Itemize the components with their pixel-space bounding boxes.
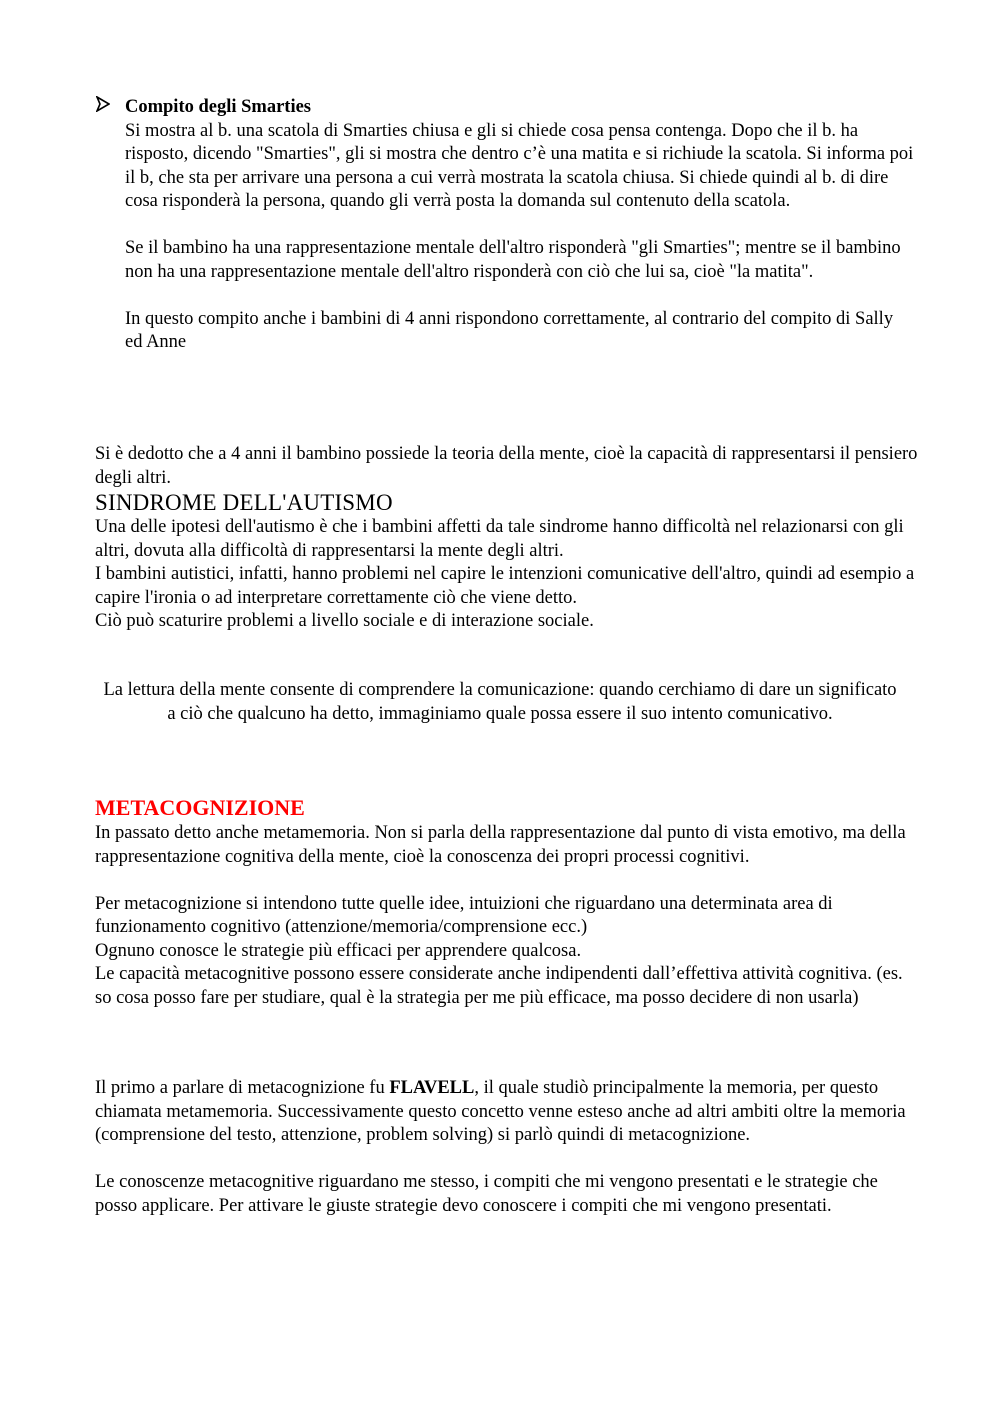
autism-heading: SINDROME DELL'AUTISMO: [95, 490, 393, 515]
flavell-section: [95, 1077, 920, 1218]
smarties-paragraph-3: In questo compito anche i bambini di 4 anni rispondono correttamente, al contrario del compito di Sally ed Anne: [125, 308, 894, 352]
metacognition-paragraph-1: In passato detto anche metamemoria. Non si parla della rappresentazione dal punto di vista emotivo, ma della rappresentazione cognitiva della mente, cioè la conoscenza dei propri processi cognitivi.: [95, 823, 906, 867]
metacognition-paragraph-2: Per metacognizione si intendono tutte quelle idee, intuizioni che riguardano una determinata area di funzionamento cognitivo (attenzione/memoria/comprensione ecc.): [95, 893, 833, 937]
autism-paragraph-2: I bambini autistici, infatti, hanno problemi nel capire le intenzioni comunicative dell'altro, quindi ad esempio a capire l'ironia o ad interpretare correttamente ciò che viene detto.: [95, 564, 915, 608]
flavell-paragraph: [95, 1077, 920, 1148]
smarties-paragraph-2: Se il bambino ha una rappresentazione mentale dell'altro risponderà "gli Smarties"; mentre se il bambino non ha una rappresentazione mentale dell'altro risponderà con ciò che lui sa, cioè "la matita".: [125, 238, 901, 282]
metacognition-paragraph-4: Le capacità metacognitive possono essere considerate anche indipendenti dall’effettiva attività cognitiva. (es. so cosa posso fare per studiare, qual è la strategia per me più efficace, ma posso decidere di non usarla): [95, 964, 903, 1008]
flavell-text-before: Il primo a parlare di metacognizione fu: [95, 1078, 390, 1098]
autism-paragraph-3: Ciò può scaturire problemi a livello sociale e di interazione sociale.: [95, 611, 594, 631]
theory-paragraph: Si è dedotto che a 4 anni il bambino possiede la teoria della mente, cioè la capacità di rappresentarsi il pensiero degli altri.: [95, 444, 918, 488]
metacognitive-knowledge-paragraph: Le conoscenze metacognitive riguardano me stesso, i compiti che mi vengono presentati e le strategie che posso applicare. Per attivare le giuste strategie devo conoscere i compiti che mi vengono presentati.: [95, 1172, 878, 1216]
metacognition-paragraph-3: Ognuno conosce le strategie più efficaci per apprendere qualcosa.: [95, 940, 582, 961]
flavell-text-after: , il quale studiò principalmente la memoria, per questo chiamata metamemoria. Successivamente questo concetto venne esteso anche ad altri ambiti oltre la memoria (comprensione del testo, attenzione, problem solving) si parlò quindi di metacognizione.: [95, 1078, 906, 1145]
metacognition-section: [95, 794, 920, 1010]
autism-paragraph-1: Una delle ipotesi dell'autismo è che i bambini affetti da tale sindrome hanno difficoltà nel relazionarsi con gli altri, dovuta alla difficoltà di rappresentarsi la mente degli altri.: [95, 517, 904, 561]
smarties-title: Compito degli Smarties: [125, 97, 312, 117]
metacognition-heading: METACOGNIZIONE: [95, 795, 305, 820]
smarties-paragraph-1: Si mostra al b. una scatola di Smarties chiusa e gli si chiede cosa pensa contenga. Dopo che il b. ha risposto, dicendo "Smarties", gli si mostra che dentro c’è una matita e si richiude la scatola. Si informa poi il b, che sta per arrivare una persona a cui verrà mostrata la scatola chiusa. Si chiede quindi al b. di dire cosa risponderà la persona, quando gli verrà posta la domanda sul contenuto della scatola.: [125, 120, 914, 211]
quote-text: La lettura della mente consente di comprendere la comunicazione: quando cerchiamo di dare un significato a ciò che qualcuno ha detto, immaginiamo quale possa essere il suo intento comunicativo.: [103, 680, 897, 724]
flavell-name: FLAVELL: [389, 1078, 475, 1098]
arrowhead-bullet-icon: [96, 96, 110, 112]
quote-section: [100, 679, 900, 726]
theory-autism-section: [95, 443, 920, 634]
